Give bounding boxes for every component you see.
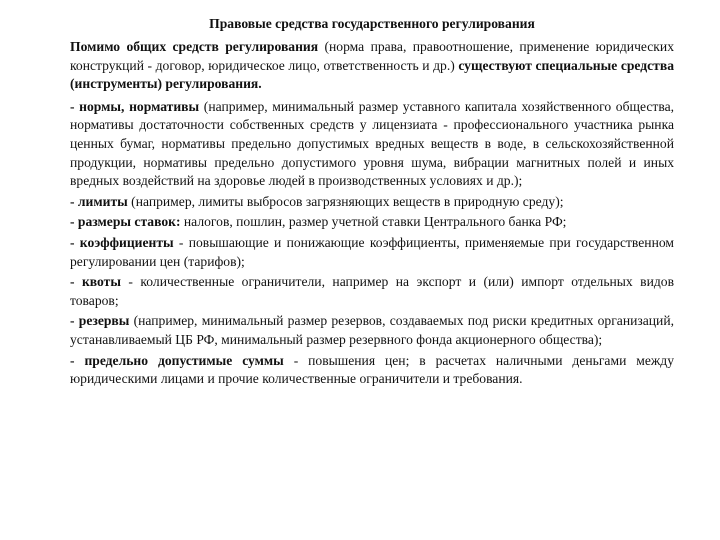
intro-lead: Помимо общих средств регулирования bbox=[70, 39, 319, 54]
document-title: Правовые средства государственного регулирования bbox=[209, 16, 535, 31]
item-text: (например, минимальный размер резервов, создаваемых под риски кредитных организаций, устанавливаемый ЦБ РФ, минимальный размер резервного фонда акционерного общества); bbox=[70, 313, 675, 347]
item-term: - предельно допустимые суммы bbox=[70, 352, 284, 368]
list-item-coefficients bbox=[70, 234, 674, 271]
list-item-max-sums bbox=[70, 352, 674, 389]
document-page bbox=[70, 14, 674, 391]
item-term: - нормы, нормативы bbox=[70, 98, 200, 114]
item-term: - лимиты bbox=[70, 193, 128, 209]
list-item-limits bbox=[70, 193, 674, 212]
item-text: (например, лимиты выбросов загрязняющих веществ в природную среду); bbox=[127, 193, 564, 209]
item-term: - квоты bbox=[70, 274, 121, 290]
item-term: - коэффициенты bbox=[70, 234, 174, 250]
list-item-quotas bbox=[70, 273, 674, 310]
list-item-reserves bbox=[70, 312, 674, 349]
item-term: - резервы bbox=[70, 313, 130, 329]
item-term: - размеры ставок: bbox=[70, 214, 181, 230]
item-text: - повышающие и понижающие коэффициенты, применяемые при государственном регулировании цен (тарифов); bbox=[70, 234, 674, 269]
item-text: - повышения цен; в расчетах наличными деньгами между юридическими лицами и прочие количественные ограничители и требования. bbox=[70, 352, 674, 387]
item-text: налогов, пошлин, размер учетной ставки Центрального банка РФ; bbox=[180, 214, 567, 230]
intro-tail: существуют специальные средства (инструменты) регулирования. bbox=[70, 57, 674, 92]
intro-paragraph bbox=[70, 38, 674, 94]
intro-middle: (норма права, правоотношение, применение юридических конструкций - договор, юридическое лицо, ответственность и др.) bbox=[70, 39, 674, 73]
item-text: - количественные ограничители, например на экспорт и (или) импорт отдельных видов товаров; bbox=[70, 274, 674, 308]
list-item-norms bbox=[70, 98, 674, 191]
list-item-rates bbox=[70, 213, 674, 232]
item-text: (например, минимальный размер уставного капитала хозяйственного общества, нормативы достаточности собственных средств у лицензиата - профессионального участника рынка ценных бумаг, нормативы предельно допустимых вредных веществ в воде, в сельскохозяйственной продукции, нормативы предельно допустимого уровня шума, вибрации магнитных полей и иных вредных воздействий на здоровье людей в производственных условиях и др.); bbox=[70, 98, 675, 189]
